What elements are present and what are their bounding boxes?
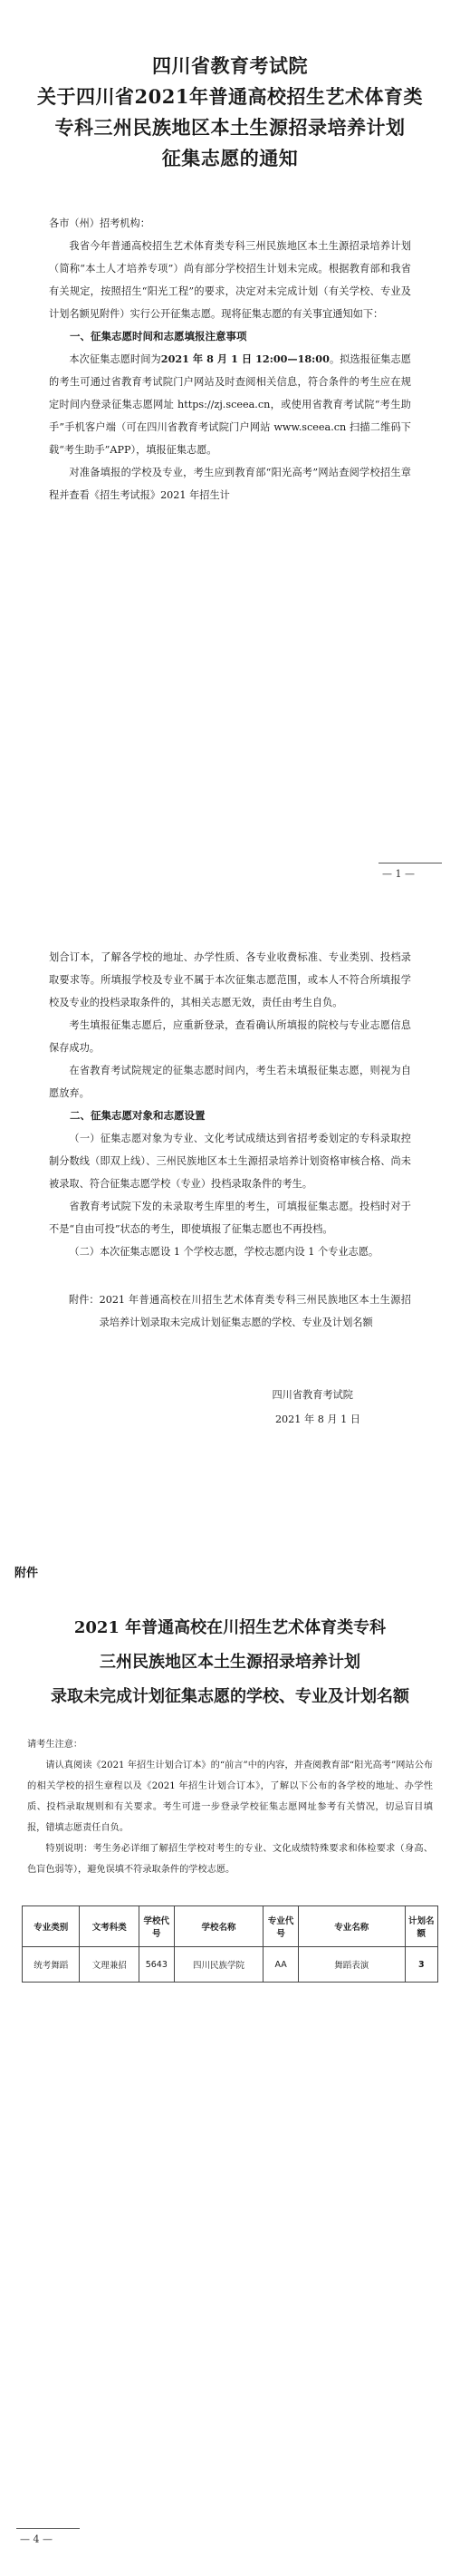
table-cell: 文理兼招 bbox=[80, 1947, 139, 1983]
time-value: 2021 年 8 月 1 日 12:00—18:00 bbox=[160, 352, 330, 365]
note-paragraph-continued: 划合订本，了解各学校的地址、办学性质、各专业收费标准、专业类别、投档录取要求等。所填报学校及专业不属于本次征集志愿范围，或本人不符合所填报学校及专业的投档录取条件的，其相关志愿无效，责任由考生自负。 bbox=[49, 951, 411, 1008]
table-header-row bbox=[23, 1906, 438, 1947]
table-cell: 舞蹈表演 bbox=[298, 1947, 405, 1983]
attachment-text: 2021 年普通高校在川招生艺术体育类专科三州民族地区本土生源招录培养计划录取未完成计划征集志愿的学校、专业及计划名额 bbox=[99, 1294, 411, 1328]
attachment-title-line: 录取未完成计划征集志愿的学校、专业及计划名额 bbox=[51, 1687, 409, 1706]
table-cell: 统考舞蹈 bbox=[23, 1947, 80, 1983]
salutation: 各市（州）招考机构： bbox=[49, 217, 150, 229]
table-cell: 四川民族学院 bbox=[174, 1947, 264, 1983]
object-paragraph: （一）征集志愿对象为专业、文化考试成绩达到省招考委划定的专科录取控制分数线（即双上线）、三州民族地区本土生源招录培养计划资格审核合格、尚未被录取、符合征集志愿学校（专业）投档录取条件的考生。 bbox=[49, 1133, 411, 1190]
intro-paragraph: 我省今年普通高校招生艺术体育类专科三州民族地区本土生源招录培养计划（简称“本土人才培养专项”）尚有部分学校招生计划未完成。根据教育部和我省有关规定，按照招生“阳光工程”的要求，决定对未完成计划（有关学校、专业及计划名额见附件）实行公开征集志愿。现将征集志愿的有关事宜通知如下： bbox=[49, 240, 411, 320]
table-header: 文考科类 bbox=[80, 1906, 139, 1947]
table-cell: AA bbox=[264, 1947, 299, 1983]
title-line: 四川省教育考试院 bbox=[152, 54, 308, 77]
section-heading: 一、征集志愿时间和志愿填报注意事项 bbox=[70, 330, 247, 343]
table-header: 学校名称 bbox=[174, 1906, 264, 1947]
page-3 bbox=[0, 1536, 460, 2576]
notice-heading: 请考生注意： bbox=[27, 1740, 83, 1750]
document-title bbox=[0, 0, 460, 174]
title-line: 征集志愿的通知 bbox=[161, 147, 299, 169]
notice-paragraph: 特别说明：考生务必详细了解招生学校对考生的专业、文化成绩特殊要求和体检要求（身高、色盲色弱等），避免误填不符录取条件的学校志愿。 bbox=[27, 1844, 433, 1875]
object-paragraph: 省教育考试院下发的未录取考生库里的考生，可填报征集志愿。投档时对于不是“自由可投”状态的考生，即使填报了征集志愿也不再投档。 bbox=[49, 1201, 411, 1235]
signature-block bbox=[0, 1383, 460, 1432]
attachment-label: 附件： bbox=[69, 1294, 100, 1306]
section-heading: 二、征集志愿对象和志愿设置 bbox=[70, 1109, 206, 1122]
time-prefix: 本次征集志愿时间为 bbox=[69, 353, 161, 365]
table-header: 专业代号 bbox=[264, 1906, 299, 1947]
sign-date: 2021 年 8 月 1 日 bbox=[274, 1413, 360, 1425]
table-header: 计划名额 bbox=[405, 1906, 437, 1947]
note-paragraph: 对准备填报的学校及专业，考生应到教育部“阳光高考”网站查阅学校招生章程并查看《招生考试报》2021 年招生计 bbox=[49, 467, 411, 501]
attachment-head: 附件 bbox=[14, 1567, 39, 1580]
attachment-line bbox=[49, 1288, 411, 1334]
time-paragraph bbox=[49, 348, 411, 461]
attachment-title-line: 三州民族地区本土生源招录培养计划 bbox=[100, 1653, 360, 1672]
object-paragraph: （二）本次征集志愿设 1 个学校志愿，学校志愿内设 1 个专业志愿。 bbox=[69, 1246, 379, 1258]
sign-org: 四川省教育考试院 bbox=[272, 1389, 353, 1401]
notice-paragraph: 请认真阅读《2021 年招生计划合订本》的“前言”中的内容，并查阅教育部“阳光高考”网站公布的相关学校的招生章程以及《2021 年招生计划合订本》，了解以下公布的各学校的地址、办学性质、投档录取规则和有关要求。考生可进一步登录学校征集志愿网址参考有关情况，切忌盲目填报，错填志愿责任自负。 bbox=[27, 1761, 433, 1833]
note-paragraph: 在省教育考试院规定的征集志愿时间内，考生若未填报征集志愿，则视为自愿放弃。 bbox=[49, 1065, 411, 1099]
table-row bbox=[23, 1947, 438, 1983]
title-line: 关于四川省2021年普通高校招生艺术体育类 bbox=[37, 85, 423, 108]
table-header: 专业名称 bbox=[298, 1906, 405, 1947]
title-line: 专科三州民族地区本土生源招录培养计划 bbox=[54, 116, 406, 139]
attachment-title bbox=[0, 1611, 460, 1714]
note-paragraph: 考生填报征集志愿后，应重新登录，查看确认所填报的院校与专业志愿信息保存成功。 bbox=[49, 1019, 411, 1054]
page-number: — 1 — bbox=[382, 868, 415, 880]
table-header: 专业类别 bbox=[23, 1906, 80, 1947]
footer-rule bbox=[16, 2528, 80, 2529]
page-number: — 4 — bbox=[20, 2533, 53, 2545]
table-cell: 5643 bbox=[139, 1947, 175, 1983]
time-suffix: 。拟选报征集志愿的考生可通过省教育考试院门户网站及时查阅相关信息，符合条件的考生应在规定时间内登录征集志愿网址 https://zj.sceea.cn，或使用省教育考试院“考生助手”手机客户端（可在四川省教育考试院门户网站 www.sceea.cn 扫描二维码下载“考生助手”APP），填报征集志愿。 bbox=[49, 353, 411, 456]
page-2 bbox=[0, 915, 460, 1518]
page-1 bbox=[0, 0, 460, 904]
table-header: 学校代号 bbox=[139, 1906, 175, 1947]
plan-table bbox=[22, 1905, 438, 1983]
table-cell: 3 bbox=[405, 1947, 437, 1983]
attachment-title-line: 2021 年普通高校在川招生艺术体育类专科 bbox=[73, 1618, 387, 1637]
